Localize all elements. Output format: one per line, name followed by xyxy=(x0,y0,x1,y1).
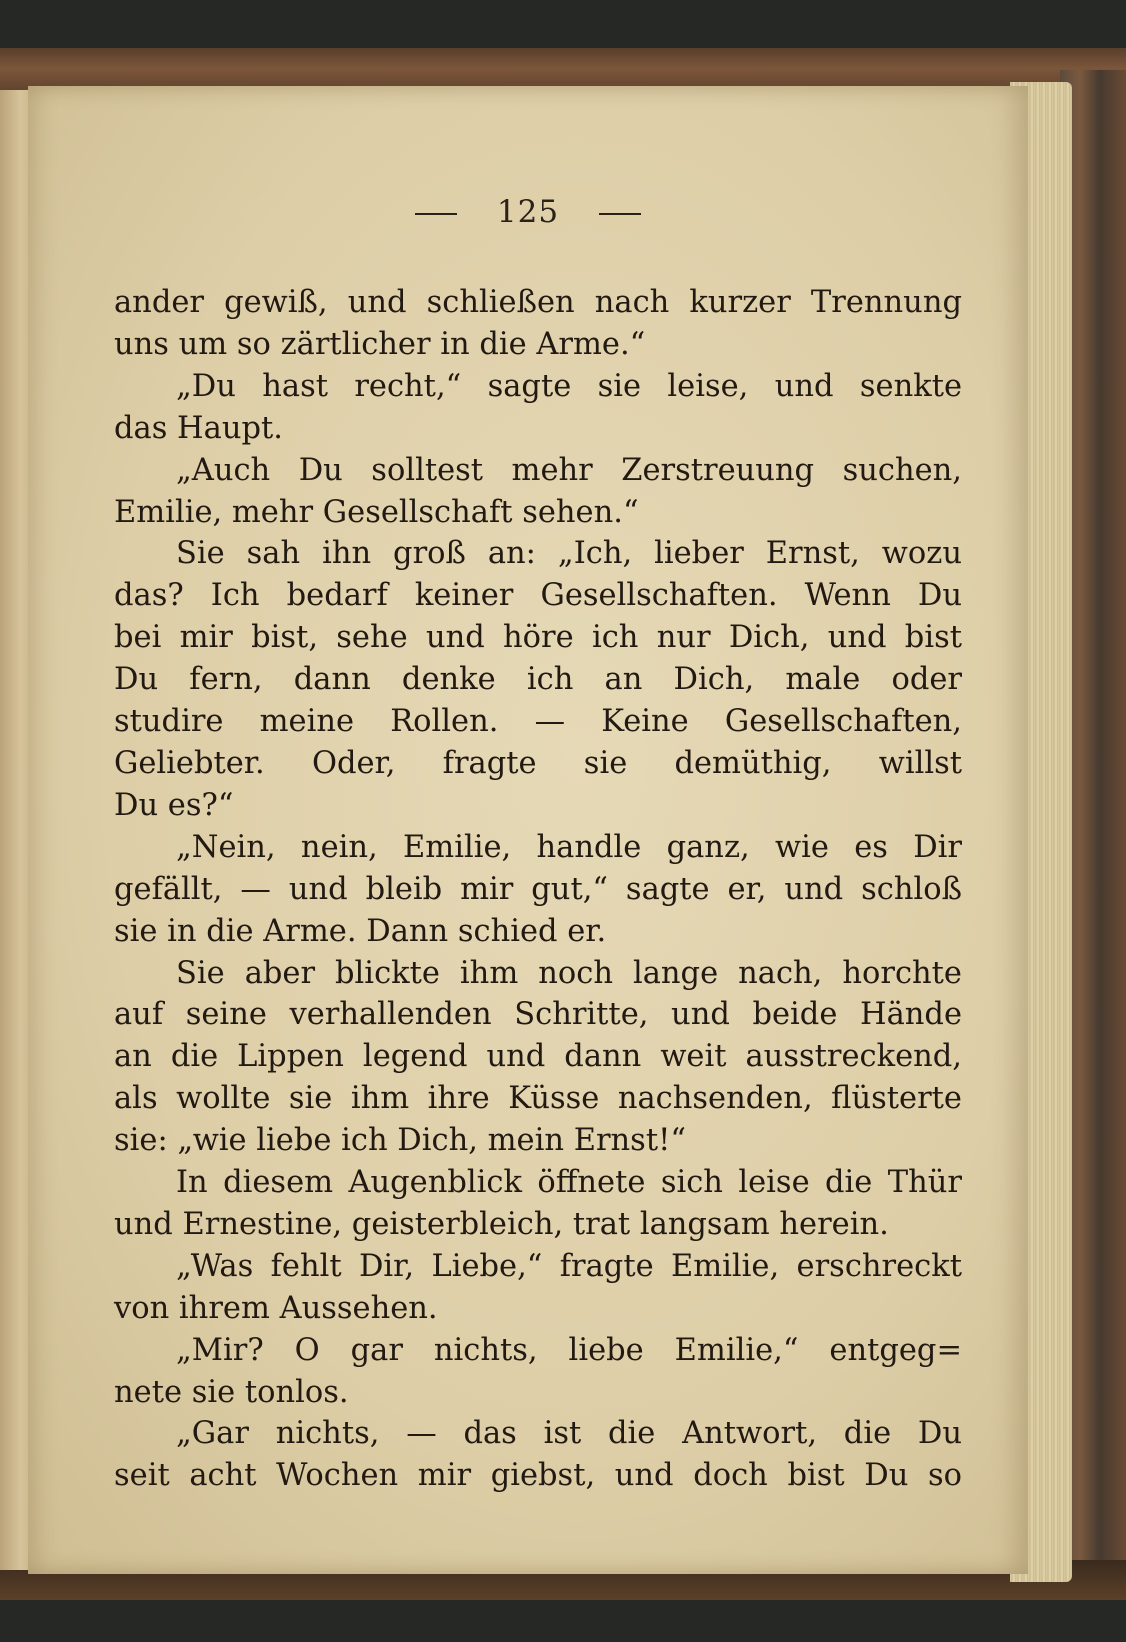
text-line: seit acht Wochen mir giebst, und doch bist Du so xyxy=(114,1458,962,1494)
text-line: „Gar nichts, — das ist die Antwort, die Du xyxy=(176,1416,962,1452)
header-dash-left xyxy=(415,213,457,215)
text-line: sie in die Arme. Dann schied er. xyxy=(114,913,607,949)
text-line: gefällt, — und bleib mir gut,“ sagte er, und schloß xyxy=(114,871,962,907)
page-header xyxy=(28,194,1028,230)
text-line: Emilie, mehr Gesellschaft sehen.“ xyxy=(114,494,639,530)
text-line: auf seine verhallenden Schritte, und beide Hände xyxy=(114,997,962,1033)
page-body-text xyxy=(114,282,962,1497)
text-line: „Du hast recht,“ sagte sie leise, und senkte xyxy=(176,368,962,404)
text-line: studire meine Rollen. — Keine Gesellschaften, xyxy=(114,704,962,740)
text-line: als wollte sie ihm ihre Küsse nachsenden, flüsterte xyxy=(114,1081,962,1117)
text-line: an die Lippen legend und dann weit ausstreckend, xyxy=(114,1039,962,1075)
text-line: In diesem Augenblick öffnete sich leise die Thür xyxy=(176,1165,962,1201)
text-line: und Ernestine, geisterbleich, trat langsam herein. xyxy=(114,1206,889,1242)
text-line: sie: „wie liebe ich Dich, mein Ernst!“ xyxy=(114,1123,686,1159)
text-line: uns um so zärtlicher in die Arme.“ xyxy=(114,326,646,362)
book-page xyxy=(28,86,1028,1574)
text-line: „Auch Du solltest mehr Zerstreuung suchen, xyxy=(176,452,962,488)
text-line: Sie aber blickte ihm noch lange nach, horchte xyxy=(176,955,962,991)
text-line: „Was fehlt Dir, Liebe,“ fragte Emilie, erschreckt xyxy=(176,1248,962,1284)
header-dash-right xyxy=(599,213,641,215)
text-line: nete sie tonlos. xyxy=(114,1374,349,1410)
text-line: ander gewiß, und schließen nach kurzer Trennung xyxy=(114,285,962,320)
text-line: Du es?“ xyxy=(114,787,234,823)
text-line: „Nein, nein, Emilie, handle ganz, wie es Dir xyxy=(176,829,962,865)
text-line: bei mir bist, sehe und höre ich nur Dich, und bist xyxy=(114,620,962,656)
text-line: das Haupt. xyxy=(114,410,283,446)
page-number: 125 xyxy=(496,194,560,230)
text-line: „Mir? O gar nichts, liebe Emilie,“ entgeg= xyxy=(176,1332,962,1368)
text-line: Sie sah ihn groß an: „Ich, lieber Ernst, wozu xyxy=(176,536,962,572)
text-line: Du fern, dann denke ich an Dich, male oder xyxy=(114,662,962,698)
text-line: von ihrem Aussehen. xyxy=(114,1290,438,1326)
text-line: Geliebter. Oder, fragte sie demüthig, willst xyxy=(114,745,962,781)
text-line: das? Ich bedarf keiner Gesellschaften. Wenn Du xyxy=(114,578,962,614)
